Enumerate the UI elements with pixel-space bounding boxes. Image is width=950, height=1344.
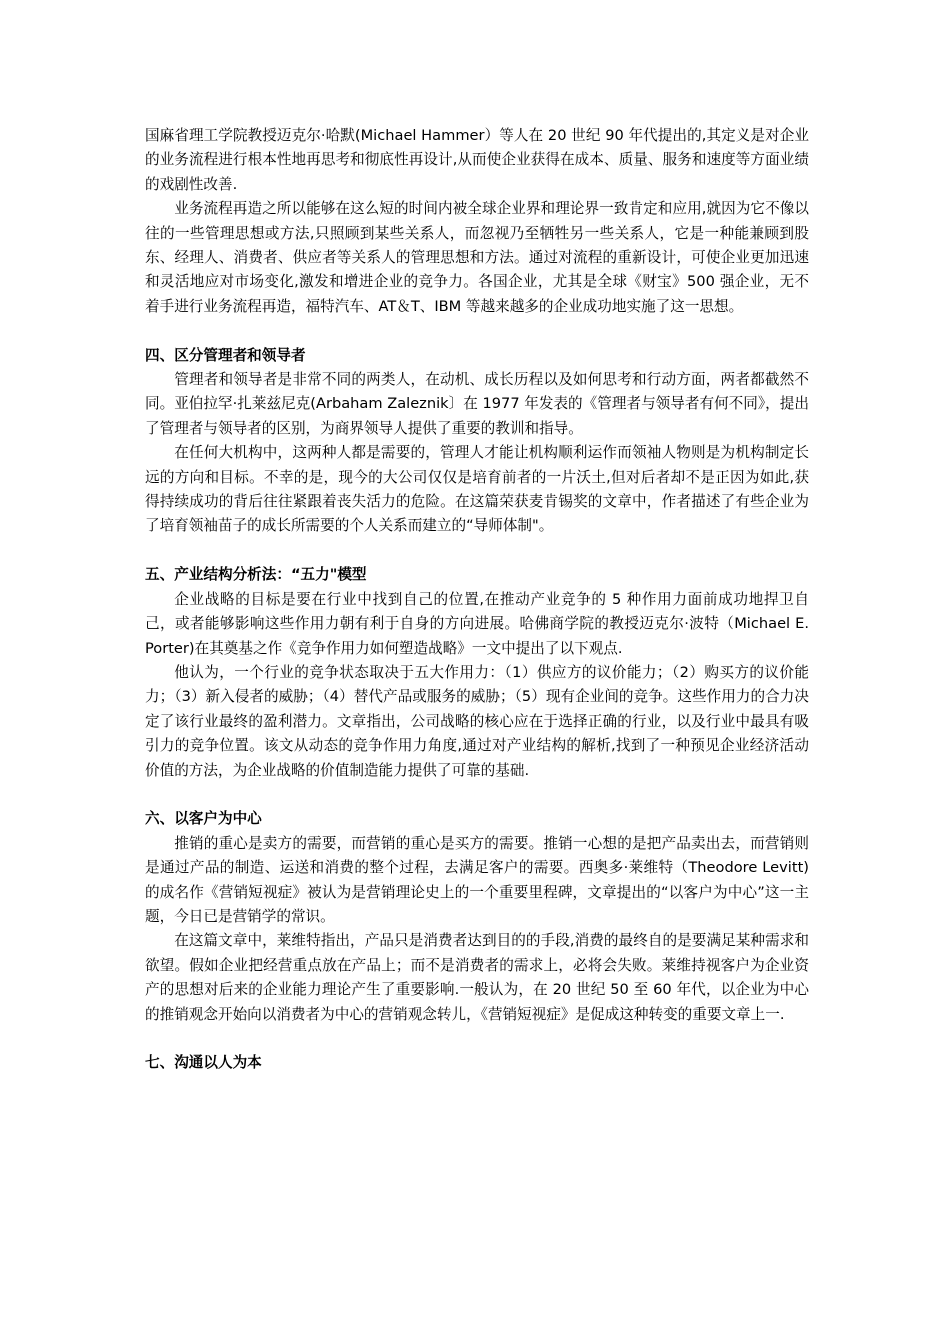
section-6 [145, 807, 809, 1027]
section-paragraph: 在任何大机构中，这两种人都是需要的，管理人才能让机构顺利运作而领袖人物则是为机构制定长远的方向和目标。不幸的是，现今的大公司仅仅是培育前者的一片沃土,但对后者却不是正因为如此,获得持续成功的背后往往紧跟着丧失活力的危险。在这篇荣获麦肯锡奖的文章中，作者描述了有些企业为了培育领袖苗子的成长所需要的个人关系而建立的“导师体制"。 [145, 444, 809, 535]
intro-paragraph-2: 业务流程再造之所以能够在这么短的时间内被全球企业界和理论界一致肯定和应用,就因为它不像以往的一些管理思想或方法,只照顾到某些关系人，而忽视乃至牺牲另一些关系人，它是一种能兼顾到股东、经理人、消费者、供应者等关系人的管理思想和方法。通过对流程的重新设计，可使企业更加迅速和灵活地应对市场变化,激发和增进企业的竞争力。各国企业，尤其是全球《财宝》500 强企业，无不着手进行业务流程再造，福特汽车、AT＆T、IBM 等越来越多的企业成功地实施了这一思想。 [145, 200, 809, 315]
section-5 [145, 563, 809, 783]
section-heading: 四、区分管理者和领导者 [145, 346, 306, 364]
intro-paragraph-1: 国麻省理工学院教授迈克尔·哈默(Michael Hammer）等人在 20 世纪 90 年代提出的,其定义是对企业的业务流程进行根本性地再思考和彻底性再设计,从而使企业获得在成本、质量、服务和速度等方面业绩的戏剧性改善. [145, 127, 809, 193]
section-heading: 七、沟通以人为本 [145, 1054, 262, 1072]
section-paragraph: 在这篇文章中，莱维特指出，产品只是消费者达到目的的手段,消费的最终自的是要满足某种需求和欲望。假如企业把经营重点放在产品上；而不是消费者的需求上，必将会失败。莱维持视客户为企业资产的思想对后来的企业能力理论产生了重要影响.一般认为，在 20 世纪 50 至 60 年代，以企业为中心的推销观念开始向以消费者为中心的营销观念转儿，《营销短视症》是促成这种转变的重要文章上一. [145, 932, 809, 1023]
section-paragraph: 他认为，一个行业的竞争状态取决于五大作用力：（1）供应方的议价能力；（2）购买方的议价能力；（3）新入侵者的威胁；（4）替代产品或服务的威胁；（5）现有企业间的竞争。这些作用力的合力决定了该行业最终的盈利潜力。文章指出，公司战略的核心应在于选择正确的行业，以及行业中最具有吸引力的竞争位置。该文从动态的竞争作用力角度,通过对产业结构的解析,找到了一种预见企业经济活动价值的方法，为企业战略的价值制造能力提供了可靠的基础. [145, 663, 809, 779]
section-4 [145, 344, 809, 539]
section-7 [145, 1051, 809, 1075]
section-paragraph: 企业战略的目标是要在行业中找到自己的位置,在推动产业竞争的 5 种作用力面前成功地捍卫自己，或者能够影响这些作用力朝有利于自身的方向进展。哈佛商学院的教授迈克尔·波特（Michael E. Porter)在其奠基之作《竞争作用力如何塑造战略》一文中提出了以下观点. [145, 590, 809, 657]
spacer [145, 319, 809, 343]
section-paragraph: 推销的重心是卖方的需要，而营销的重心是买方的需要。推销一心想的是把产品卖出去，而营销则是通过产品的制造、运送和消费的整个过程，去满足客户的需要。西奥多·莱维特（Theodore Levitt)的成名作《营销短视症》被认为是营销理论史上的一个重要里程碑，文章提出的“以客户为中心”这一主题，今日已是营销学的常识。 [145, 834, 809, 925]
spacer [145, 1027, 809, 1051]
section-heading: 五、产业结构分析法：“五力"模型 [145, 566, 367, 584]
spacer [145, 783, 809, 807]
document-body [145, 124, 809, 1076]
section-paragraph: 管理者和领导者是非常不同的两类人，在动机、成长历程以及如何思考和行动方面，两者都截然不同。亚伯拉罕·扎莱兹尼克(Arbaham Zaleznik〕在 1977 年发表的《管理者与领导者有何不同》，提出了管理者与领导者的区别，为商界领导人提供了重要的教训和指导。 [145, 371, 809, 437]
spacer [145, 539, 809, 563]
section-heading: 六、以客户为中心 [145, 810, 262, 828]
